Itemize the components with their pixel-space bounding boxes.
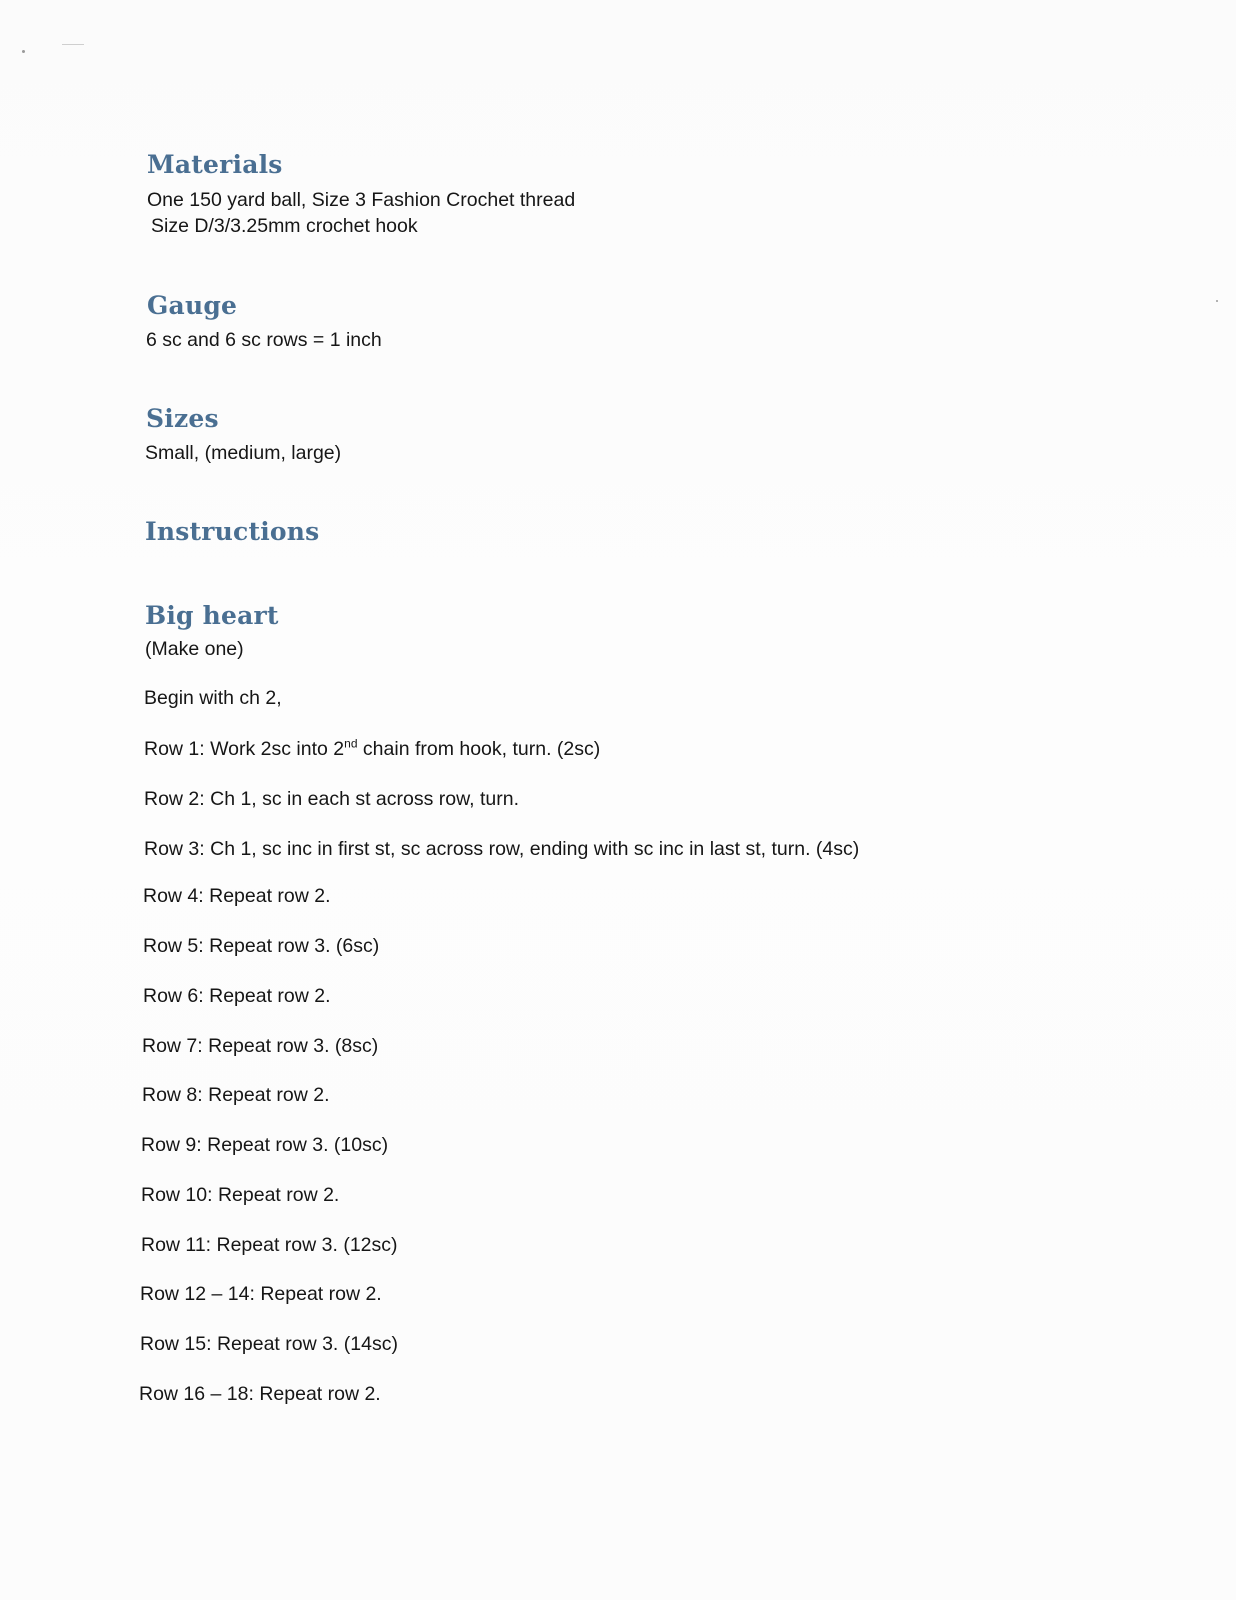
row-9-line: Row 9: Repeat row 3. (10sc) xyxy=(141,1134,389,1156)
gauge-heading: Gauge xyxy=(147,291,238,320)
big-heart-note: (Make one) xyxy=(145,638,244,660)
row-10-line: Row 10: Repeat row 2. xyxy=(141,1184,340,1206)
row-2-line: Row 2: Ch 1, sc in each st across row, turn. xyxy=(144,788,519,810)
row-1-line xyxy=(144,738,600,761)
row-1-superscript: nd xyxy=(344,736,358,751)
materials-line-1: One 150 yard ball, Size 3 Fashion Crochet thread xyxy=(147,189,576,211)
row-11-line: Row 11: Repeat row 3. (12sc) xyxy=(141,1234,398,1256)
sizes-line: Small, (medium, large) xyxy=(145,442,342,464)
row-1-text-after: chain from hook, turn. (2sc) xyxy=(357,738,601,760)
scan-speck xyxy=(62,44,84,45)
row-8-line: Row 8: Repeat row 2. xyxy=(142,1084,330,1106)
scan-speck xyxy=(1216,300,1218,302)
materials-line-2: Size D/3/3.25mm crochet hook xyxy=(151,215,418,237)
instructions-heading: Instructions xyxy=(145,517,320,546)
row-16-18-line: Row 16 – 18: Repeat row 2. xyxy=(139,1383,381,1405)
materials-heading: Materials xyxy=(147,150,283,179)
row-1-text-before: Row 1: Work 2sc into 2 xyxy=(144,738,345,760)
scan-speck xyxy=(22,50,25,53)
gauge-line: 6 sc and 6 sc rows = 1 inch xyxy=(146,329,382,351)
row-3-line: Row 3: Ch 1, sc inc in first st, sc across row, ending with sc inc in last st, turn. (4sc) xyxy=(144,838,860,860)
sizes-heading: Sizes xyxy=(146,404,219,433)
row-6-line: Row 6: Repeat row 2. xyxy=(143,985,331,1007)
row-7-line: Row 7: Repeat row 3. (8sc) xyxy=(142,1035,379,1057)
begin-line: Begin with ch 2, xyxy=(144,687,282,709)
row-15-line: Row 15: Repeat row 3. (14sc) xyxy=(140,1333,398,1355)
row-12-14-line: Row 12 – 14: Repeat row 2. xyxy=(140,1283,382,1305)
row-5-line: Row 5: Repeat row 3. (6sc) xyxy=(143,935,380,957)
big-heart-heading: Big heart xyxy=(145,601,279,630)
row-4-line: Row 4: Repeat row 2. xyxy=(143,885,331,907)
